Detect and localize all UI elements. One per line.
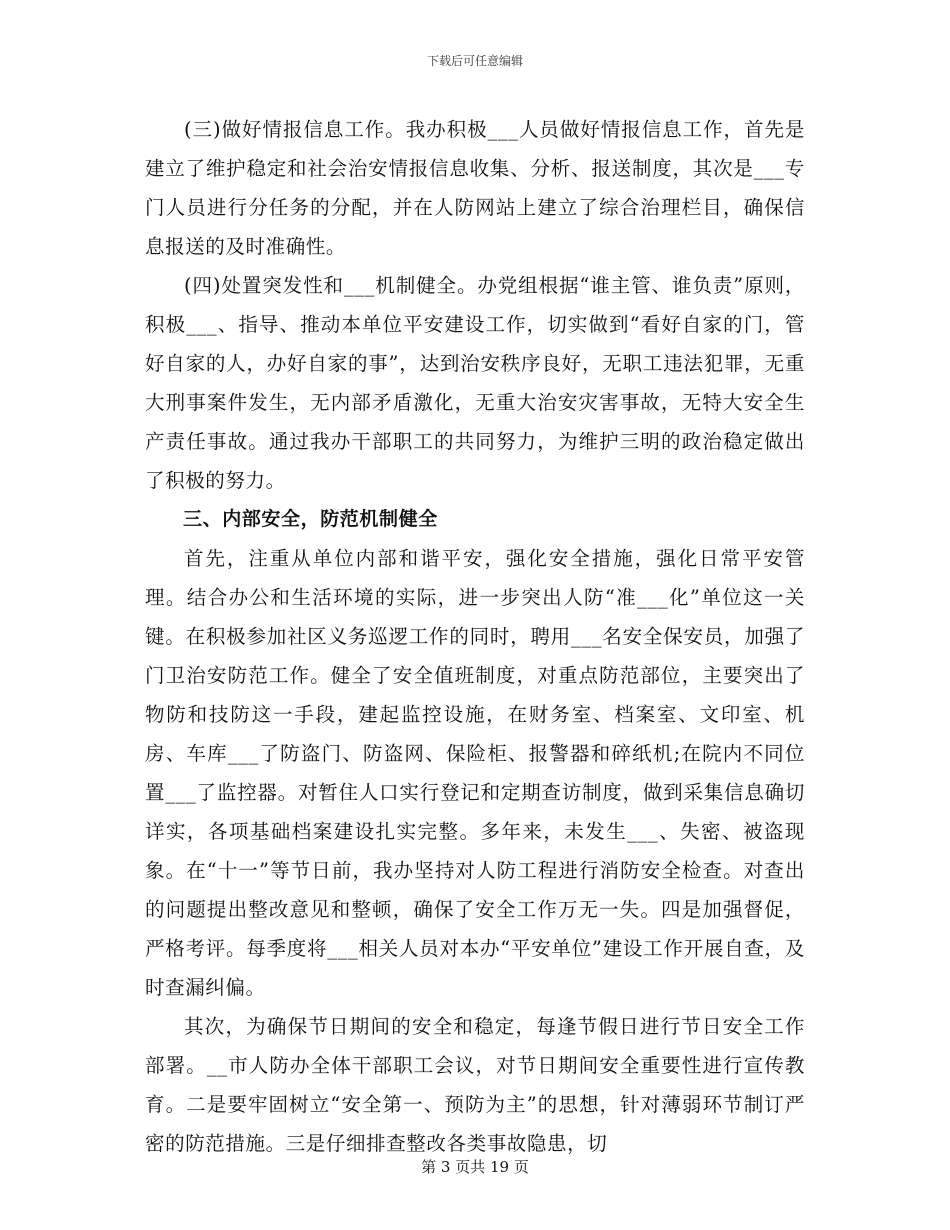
paragraph-emergency-mechanism: (四)处置突发性和___机制健全。办党组根据“谁主管、谁负责”原则，积极___、指导、推动本单位平安建设工作，切实做到“看好自家的门，管好自家的人，办好自家的事”，达到治安秩序良好，无职工违法犯罪，无重大刑事案件发生，无内部矛盾激化，无重大治安灾害事故，无特大安全生产责任事故。通过我办干部职工的共同努力，为维护三明的政治稳定做出了积极的努力。	[145, 274, 805, 492]
page-number: 第 3 页共 19 页	[421, 1158, 529, 1176]
paragraph-holiday-safety: 其次，为确保节日期间的安全和稳定，每逢节假日进行节日安全工作部署。__市人防办全体干部职工会议，对节日期间安全重要性进行宣传教育。二是要牢固树立“安全第一、预防为主”的思想，针对薄弱环节制订严密的防范措施。三是仔细排查整改各类事故隐患，切	[145, 1015, 805, 1155]
paragraph-internal-safety: 首先，注重从单位内部和谐平安，强化安全措施，强化日常平安管理。结合办公和生活环境的实际，进一步突出人防“准___化”单位这一关键。在积极参加社区义务巡逻工作的同时，聘用___名安全保安员，加强了门卫治安防范工作。健全了安全值班制度，对重点防范部位，主要突出了物防和技防这一手段，建起监控设施，在财务室、档案室、文印室、机房、车库___了防盗门、防盗网、保险柜、报警器和碎纸机;在院内不同位置___了监控器。对暂住人口实行登记和定期查访制度，做到采集信息确切详实，各项基础档案建设扎实完整。多年来，未发生___、失密、被盗现象。在“十一”等节日前，我办坚持对人防工程进行消防安全检查。对查出的问题提出整改意见和整顿，确保了安全工作万无一失。四是加强督促，严格考评。每季度将___相关人员对本办“平安单位”建设工作开展自查，及时查漏纠偏。	[145, 547, 805, 999]
body-content	[145, 110, 805, 1163]
section-heading: 三、内部安全，防范机制健全	[183, 508, 438, 530]
paragraph-info-work: (三)做好情报信息工作。我办积极___人员做好情报信息工作，首先是建立了维护稳定和社会治安情报信息收集、分析、报送制度，其次是___专门人员进行分任务的分配，并在人防网站上建立了综合治理栏目，确保信息报送的及时准确性。	[145, 118, 805, 258]
header-note: 下载后可任意编辑	[426, 54, 523, 68]
